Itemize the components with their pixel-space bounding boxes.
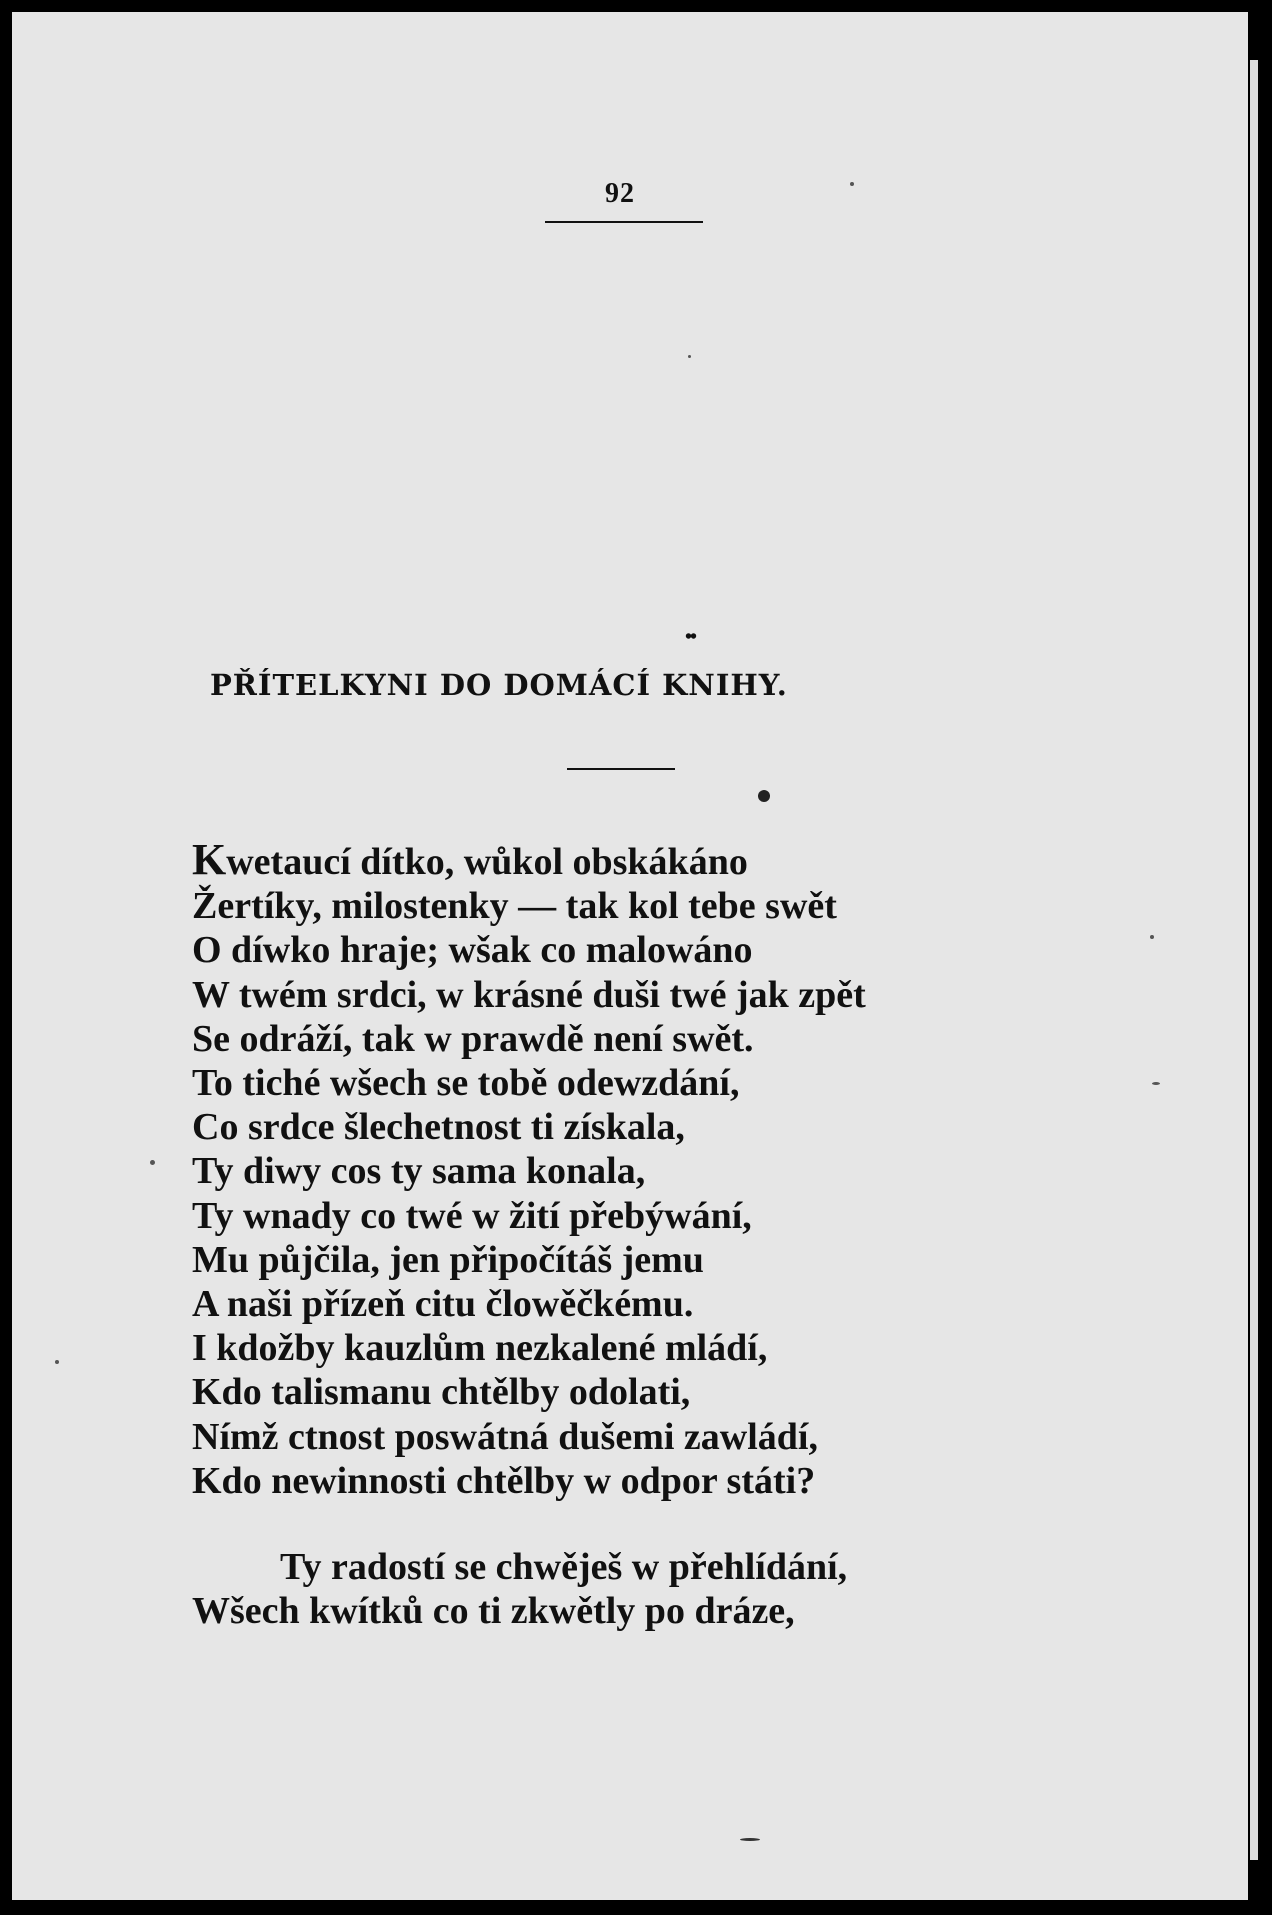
ink-speck <box>1152 1082 1160 1085</box>
poem-line: Co srdce šlechetnost ti získala, <box>192 1106 685 1149</box>
title-ornament: •• <box>685 626 696 648</box>
poem-line: A naši přízeň citu člowěčkému. <box>192 1283 694 1326</box>
ink-speck <box>688 355 691 358</box>
ink-speck <box>740 1838 760 1841</box>
poem-line: Ty diwy cos ty sama konala, <box>192 1150 646 1193</box>
poem-title: PŘÍTELKYNI DO DOMÁCÍ KNIHY. <box>210 668 788 702</box>
poem-line: To tiché wšech se tobě odewzdání, <box>192 1062 740 1105</box>
poem-line: W twém srdci, w krásné duši twé jak zpět <box>192 973 866 1016</box>
poem-line: Mu půjčila, jen připočítáš jemu <box>192 1238 704 1281</box>
ink-speck <box>55 1360 59 1364</box>
poem-line: Ty wnady co twé w žití přebýwání, <box>192 1194 752 1237</box>
poem-line: Žertíky, milostenky — tak kol tebe swět <box>192 885 837 928</box>
poem-line: Nímž ctnost poswátná dušemi zawládí, <box>192 1415 818 1458</box>
poem-line: I kdožby kauzlům nezkalené mládí, <box>192 1327 768 1370</box>
poem-line: Wšech kwítků co ti zkwětly po dráze, <box>192 1590 795 1633</box>
page-edge <box>1248 0 1272 1915</box>
page-number: 92 <box>605 178 635 209</box>
poem-line: O díwko hraje; wšak co malowáno <box>192 929 753 972</box>
poem-line: Kdo newinnosti chtělby w odpor státi? <box>192 1459 816 1502</box>
title-rule <box>567 768 675 770</box>
stanza-gap <box>192 1503 1072 1545</box>
ink-speck <box>758 790 770 802</box>
poem-line: Kdo talismanu chtělby odolati, <box>192 1371 691 1414</box>
poem-body <box>192 835 1072 1633</box>
poem-line: Se odráží, tak w prawdě není swět. <box>192 1017 754 1060</box>
poem-line: Ty radostí se chwěješ w přehlídání, <box>280 1546 848 1589</box>
ink-speck <box>850 182 854 186</box>
adjacent-page-strip <box>1250 60 1258 1860</box>
ink-speck <box>150 1160 155 1165</box>
poem-line-text: wetaucí dítko, wůkol obskákáno <box>226 841 748 883</box>
poem-line <box>192 835 1072 884</box>
drop-cap: K <box>192 835 227 884</box>
ink-speck <box>1150 935 1154 939</box>
header-rule <box>545 221 703 223</box>
